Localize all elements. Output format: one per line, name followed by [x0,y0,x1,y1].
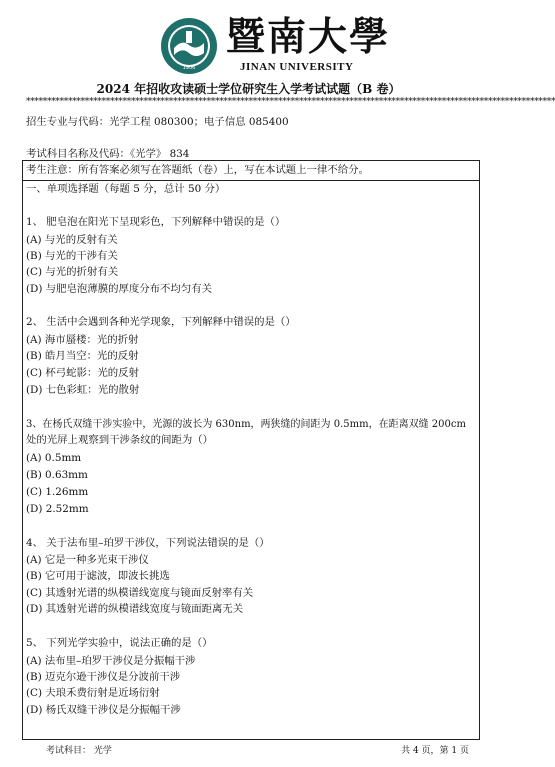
question-1-option-b: (B) 与光的干涉有关 [26,250,118,262]
exam-title: 2024 年招收攻读硕士学位研究生入学考试试题（B 卷） [96,82,401,96]
question-2-stem: 2、 生活中会遇到各种光学现象，下列解释中错误的是（） [26,316,296,328]
star-divider: ****************************************************************************************************************************** [26,97,555,107]
seal-year: 1906 [182,65,196,71]
question-5-option-a: (A) 法布里–珀罗干涉仪是分振幅干涉 [26,655,196,667]
section-heading: 一、单项选择题（每题 5 分，总计 50 分） [26,183,226,195]
question-4-option-c: (C) 其透射光谱的纵模谱线宽度与镜面反射率有关 [26,587,254,599]
question-3-option-a: (A) 0.5mm [26,452,82,464]
question-1-option-c: (C) 与光的折射有关 [26,266,119,278]
subject-info: 考试科目名称及代码：《光学》 834 [26,148,190,160]
question-4-option-b: (B) 它可用于滤波，即波长挑选 [26,570,170,582]
brand-name-english: JINAN UNIVERSITY [240,61,354,73]
exam-notice: 考生注意：所有答案必须写在答题纸（卷）上，写在本试题上一律不给分。 [26,164,369,176]
university-seal-icon [160,17,218,75]
question-2-option-d: (D) 七色彩虹：光的散射 [26,384,140,396]
university-logo [160,14,391,75]
question-3-option-c: (C) 1.26mm [26,486,89,498]
question-3-option-b: (B) 0.63mm [26,469,88,481]
question-1-option-d: (D) 与肥皂泡薄膜的厚度分布不均匀有关 [26,283,212,295]
footer-page-number: 共 4 页，第 1 页 [401,746,469,756]
question-5-option-b: (B) 迈克尔逊干涉仪是分波前干涉 [26,671,181,683]
footer-subject: 考试科目： 光学 [46,746,112,756]
brand-name-chinese: 暨南大學 [226,14,391,60]
question-1-stem: 1、 肥皂泡在阳光下呈现彩色，下列解释中错误的是（） [26,216,286,228]
question-box [22,160,480,740]
question-3-stem-continued: 处的光屏上观察到干涉条纹的间距为（） [26,434,214,446]
question-3-option-d: (D) 2.52mm [26,503,89,515]
question-4-option-a: (A) 它是一种多光束干涉仪 [26,554,149,566]
question-5-option-d: (D) 杨氏双缝干涉仪是分振幅干涉 [26,704,181,716]
notice-divider [22,180,479,181]
major-info: 招生专业与代码：光学工程 080300；电子信息 085400 [26,116,289,128]
question-4-option-d: (D) 其透射光谱的纵模谱线宽度与镜面距离无关 [26,603,244,615]
question-2-option-c: (C) 杯弓蛇影：光的反射 [26,367,139,379]
question-3-stem: 3、在杨氏双缝干涉实验中，光源的波长为 630nm，两狭缝的间距为 0.5mm，在距离双缝 200cm [26,419,466,430]
question-5-option-c: (C) 夫琅禾费衍射是近场衍射 [26,687,160,699]
question-1-option-a: (A) 与光的反射有关 [26,234,118,246]
question-2-option-a: (A) 海市蜃楼：光的折射 [26,334,139,346]
question-5-stem: 5、 下列光学实验中，说法正确的是（） [26,637,213,649]
question-4-stem: 4、 关于法布里–珀罗干涉仪，下列说法错误的是（） [26,537,270,549]
question-2-option-b: (B) 皓月当空：光的反射 [26,350,139,362]
